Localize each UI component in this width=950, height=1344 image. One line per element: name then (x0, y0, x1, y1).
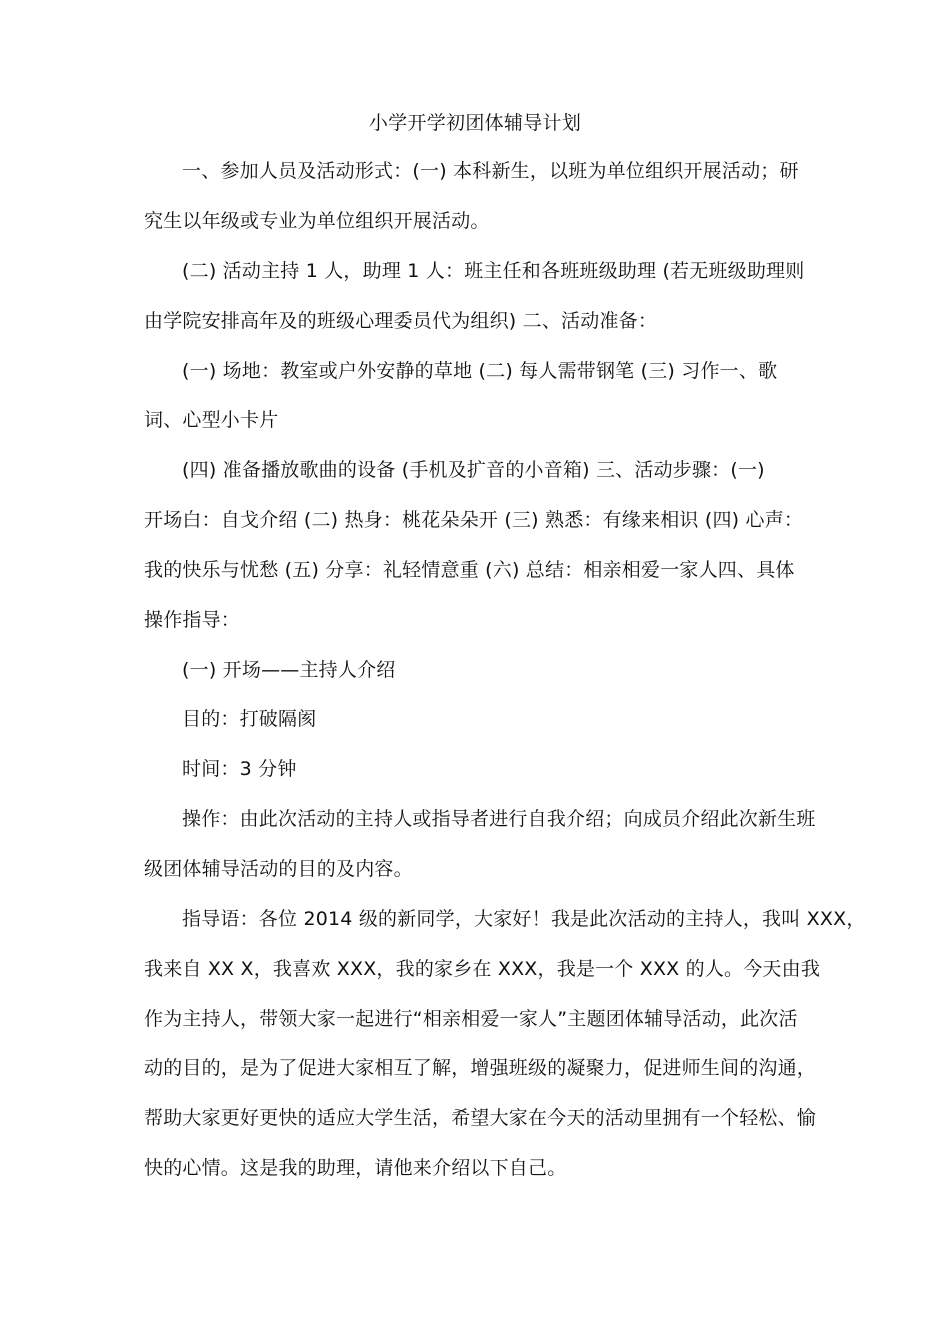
text-line: 词、心型小卡片 (144, 409, 279, 431)
text-line: 作为主持人，带领大家一起进行“相亲相爱一家人”主题团体辅导活动，此次活 (144, 1008, 798, 1030)
text-line: 我来自 XX X，我喜欢 XXX，我的家乡在 XXX，我是一个 XXX 的人。今天由我 (144, 958, 821, 980)
text-line: 开场白：自戈介绍 (二) 热身：桃花朵朵开 (三) 熟悉：有缘来相识 (四) 心声： (144, 509, 804, 531)
text-line: 级团体辅导活动的目的及内容。 (144, 858, 413, 880)
text-line: (二) 活动主持 1 人，助理 1 人：班主任和各班班级助理 (若无班级助理则 (182, 260, 805, 282)
text-line: (四) 准备播放歌曲的设备 (手机及扩音的小音箱) 三、活动步骤：(一) (182, 459, 765, 481)
text-line: 我的快乐与忧愁 (五) 分享：礼轻情意重 (六) 总结：相亲相爱一家人四、具体 (144, 559, 795, 581)
text-line: 操作：由此次活动的主持人或指导者进行自我介绍；向成员介绍此次新生班 (182, 808, 816, 830)
text-line: 一、参加人员及活动形式：(一) 本科新生，以班为单位组织开展活动；研 (182, 160, 799, 182)
text-line: 究生以年级或专业为单位组织开展活动。 (144, 210, 490, 232)
text-line: 时间：3 分钟 (182, 758, 297, 780)
document-title: 小学开学初团体辅导计划 (368, 112, 582, 134)
text-line: 帮助大家更好更快的适应大学生活，希望大家在今天的活动里拥有一个轻松、愉 (144, 1107, 817, 1129)
text-line: 快的心情。这是我的助理，请他来介绍以下自己。 (144, 1157, 567, 1179)
text-line: 动的目的，是为了促进大家相互了解，增强班级的凝聚力，促进师生间的沟通， (144, 1057, 817, 1079)
text-line: 目的：打破隔阂 (182, 708, 317, 730)
text-line: 由学院安排高年及的班级心理委员代为组织) 二、活动准备： (144, 310, 658, 332)
text-line: 指导语：各位 2014 级的新同学，大家好！我是此次活动的主持人，我叫 XXX， (182, 908, 866, 930)
text-line: (一) 场地：教室或户外安静的草地 (二) 每人需带钢笔 (三) 习作一、歌 (182, 360, 778, 382)
text-line: (一) 开场——主持人介绍 (182, 659, 396, 681)
text-line: 操作指导： (144, 609, 241, 631)
